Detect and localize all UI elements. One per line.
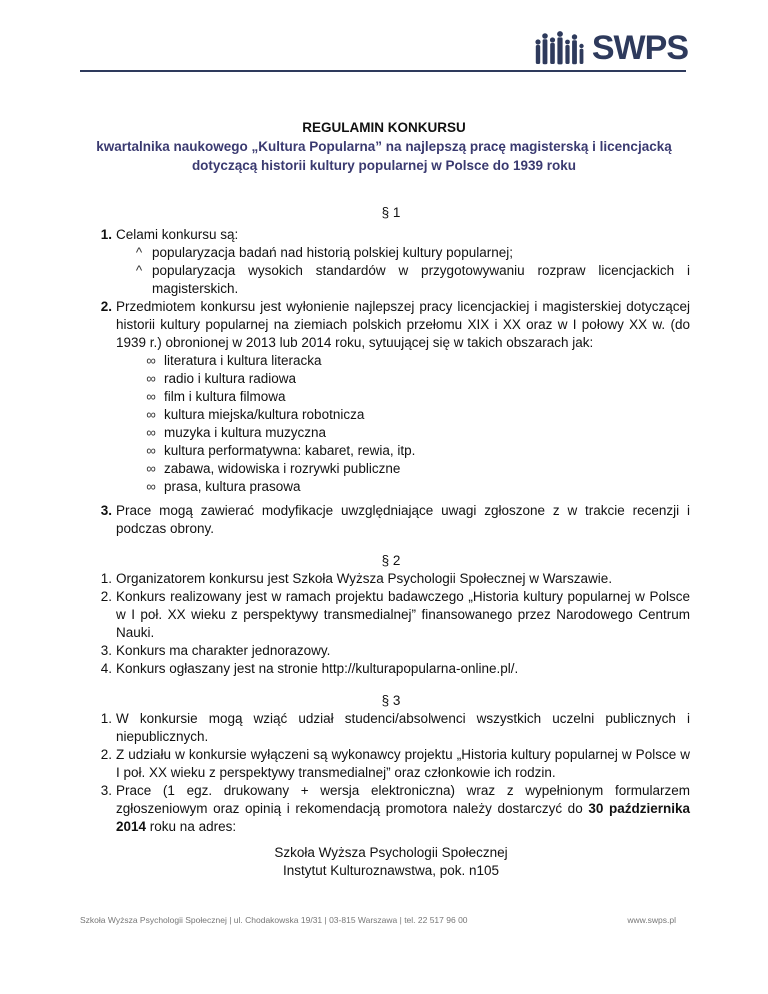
item-text: Celami konkursu są: (116, 227, 239, 242)
item-text: Przedmiotem konkursu jest wyłonienie najlepszej pracy licencjackiej i magisterskiej dotyczącej historii kultury popularnej na ziemiach polskich przełomu XIX i XX oraz w I połowy XX w. (do 1939 r.) obronionej w 2013 lub 2014 roku, sytuującej się w takich obszarach jak: (116, 299, 690, 350)
item-text: W konkursie mogą wziąć udział studenci/absolwenci wszystkich uczelni publicznych i niepublicznych. (116, 711, 690, 744)
section-1-list (92, 226, 690, 538)
item-number: 1. (100, 227, 112, 242)
goals-list (116, 244, 690, 298)
item-text: Prace (1 egz. drukowany + wersja elektroniczna) wraz z wypełnionym formularzem zgłoszeniowym oraz opinią i rekomendacją promotora należy dostarczyć do 30 października 2014 roku na adres: (116, 783, 690, 834)
item-number: 3. (100, 643, 112, 658)
goal-item: ^ popularyzacja wysokich standardów w przygotowywaniu rozpraw licencjackich i magisterskich. (132, 262, 690, 298)
area-item: ∞ film i kultura filmowa (144, 388, 690, 406)
people-silhouettes-icon (534, 30, 588, 66)
document-subtitle-line1: kwartalnika naukowego „Kultura Popularna” na najlepszą pracę magisterską i licencjacką (96, 139, 672, 154)
item-number: 2. (100, 589, 112, 604)
address-line: Szkoła Wyższa Psychologii Społecznej (274, 845, 508, 860)
infinity-bullet-icon: ∞ (146, 461, 156, 476)
page-footer (80, 915, 676, 925)
item-text: Konkurs realizowany jest w ramach projektu badawczego „Historia kultury popularnej w Polsce w I poł. XX wieku z perspektywy transmedialnej” finansowanego przez Narodowego Centrum Nauki. (116, 589, 690, 640)
infinity-bullet-icon: ∞ (146, 371, 156, 386)
deadline-date: 30 października 2014 (116, 801, 690, 834)
footer-contact: Szkoła Wyższa Psychologii Społecznej | ul. Chodakowska 19/31 | 03-815 Warszawa | tel. 22 517 96 00 (80, 915, 468, 925)
document-title: REGULAMIN KONKURSU (302, 120, 466, 135)
item-number: 1. (100, 571, 112, 586)
item-text: Prace mogą zawierać modyfikacje uwzględniające uwagi zgłoszone z w trakcie recenzji i podczas obrony. (116, 503, 690, 536)
item-number: 3. (100, 783, 112, 798)
item-text: Organizatorem konkursu jest Szkoła Wyższa Psychologii Społecznej w Warszawie. (116, 571, 613, 586)
list-item (92, 502, 690, 538)
swps-logo (534, 30, 688, 66)
list-item (92, 642, 690, 660)
item-number: 3. (100, 503, 112, 518)
item-text: Z udziału w konkursie wyłączeni są wykonawcy projektu „Historia kultury popularnej w Polsce w I poł. XX wieku z perspektywy transmedialnej” oraz członkowie ich rodzin. (116, 747, 690, 780)
infinity-bullet-icon: ∞ (146, 353, 156, 368)
areas-list (116, 352, 690, 496)
infinity-bullet-icon: ∞ (146, 479, 156, 494)
address-line: Instytut Kulturoznawstwa, pok. n105 (282, 863, 500, 878)
document-subtitle-line2: dotyczącą historii kultury popularnej w Polsce do 1939 roku (191, 158, 577, 173)
infinity-bullet-icon: ∞ (146, 425, 156, 440)
infinity-bullet-icon: ∞ (146, 407, 156, 422)
item-text: Konkurs ogłaszany jest na stronie http://kulturapopularna-online.pl/. (116, 661, 519, 676)
goal-item: ^ popularyzacja badań nad historią polskiej kultury popularnej; (132, 244, 690, 262)
section-2-heading: § 2 (381, 553, 401, 568)
item-number: 1. (100, 711, 112, 726)
area-item: ∞ literatura i kultura literacka (144, 352, 690, 370)
section-2-list (92, 570, 690, 678)
document-title-block (90, 118, 678, 175)
list-item (92, 570, 690, 588)
arrow-bullet-icon: ^ (135, 245, 143, 260)
logo-wordmark: SWPS (591, 29, 688, 67)
section-3-heading: § 3 (381, 693, 401, 708)
area-item: ∞ muzyka i kultura muzyczna (144, 424, 690, 442)
item-number: 4. (100, 661, 112, 676)
arrow-bullet-icon: ^ (135, 263, 143, 278)
area-item: ∞ kultura miejska/kultura robotnicza (144, 406, 690, 424)
header-divider (80, 70, 686, 72)
item-number: 2. (100, 747, 112, 762)
list-item (92, 588, 690, 642)
area-item: ∞ prasa, kultura prasowa (144, 478, 690, 496)
list-item (92, 226, 690, 298)
list-item (92, 746, 690, 782)
infinity-bullet-icon: ∞ (146, 389, 156, 404)
section-1-heading: § 1 (381, 205, 401, 220)
list-item (92, 660, 690, 678)
list-item (92, 782, 690, 836)
item-text: Konkurs ma charakter jednorazowy. (116, 643, 331, 658)
item-number: 2. (100, 299, 112, 314)
list-item (92, 298, 690, 496)
postal-address (92, 844, 690, 880)
regulation-body (92, 204, 690, 880)
area-item: ∞ radio i kultura radiowa (144, 370, 690, 388)
area-item: ∞ kultura performatywna: kabaret, rewia, itp. (144, 442, 690, 460)
footer-website: www.swps.pl (627, 915, 676, 925)
area-item: ∞ zabawa, widowiska i rozrywki publiczne (144, 460, 690, 478)
section-3-list (92, 710, 690, 836)
list-item (92, 710, 690, 746)
infinity-bullet-icon: ∞ (146, 443, 156, 458)
